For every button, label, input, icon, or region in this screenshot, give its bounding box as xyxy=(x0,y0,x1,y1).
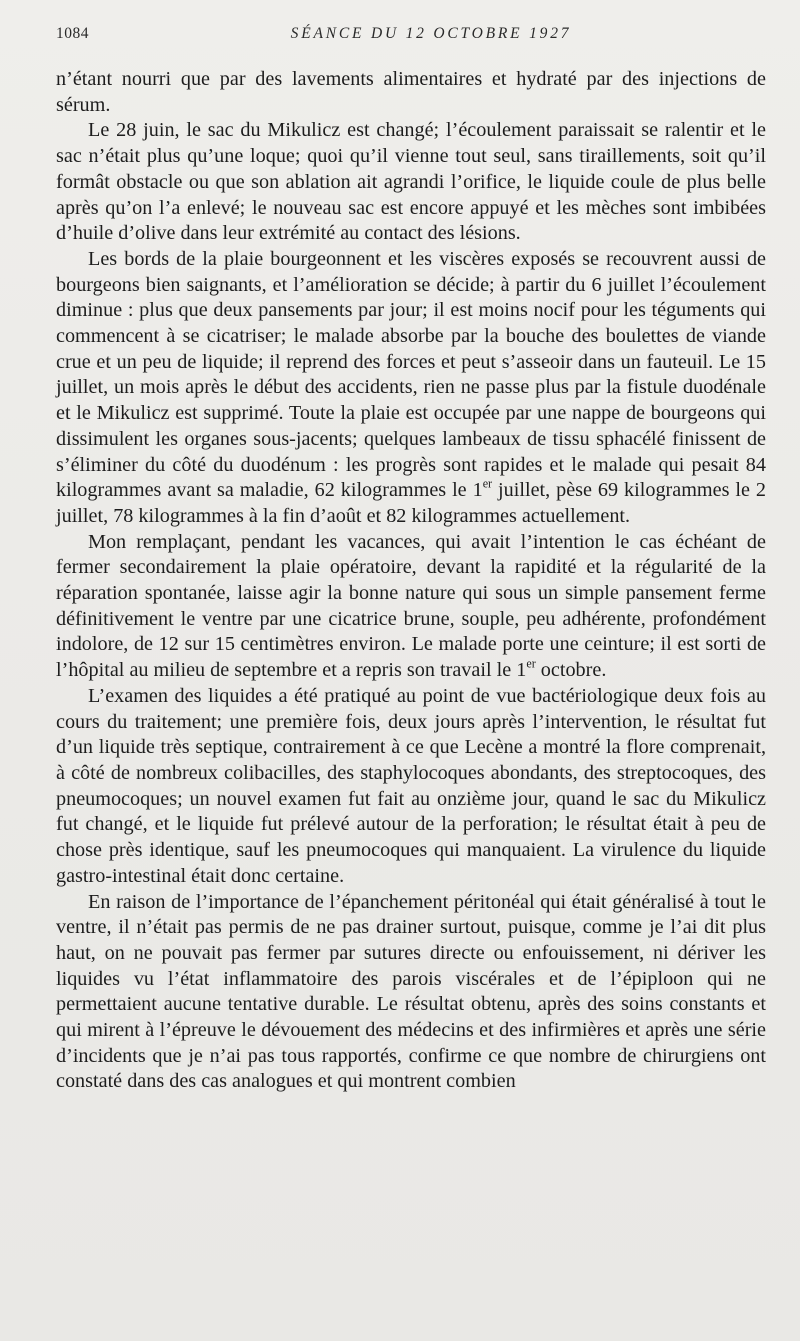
body-text xyxy=(56,67,766,1095)
paragraph-text: Les bords de la plaie bourgeonnent et les viscères exposés se recouvrent aussi de bourgeons bien saignants, et l’amélioration se décide; à partir du 6 juillet l’écoulement diminue : plus que deux pansements par jour; il est moins nocif pour les téguments qui commencent à se cicatriser; le malade absorbe par la bouche des boulettes de viande crue et un peu de liquide; il reprend des forces et peut s’asseoir dans un fauteuil. Le 15 juillet, un mois après le début des accidents, rien ne passe plus par la fistule duodénale et le Mikulicz est supprimé. Toute la plaie est occupée par une nappe de bourgeons qui dissimulent les organes sous-jacents; quelques lambeaux de tissu sphacélé finissent de s’éliminer du côté du duodénum : les progrès sont rapides et le malade qui pesait 84 kilogrammes avant sa maladie, 62 kilogrammes le 1 xyxy=(56,247,766,502)
paragraph-text: Mon remplaçant, pendant les vacances, qui avait l’intention le cas échéant de fermer secondairement la plaie opératoire, devant la rapidité et la régularité de la réparation spontanée, laisse agir la bonne nature qui sous un simple pansement ferme définitivement le ventre par une cicatrice brune, souple, peu adhérente, profondément indolore, de 12 sur 15 centimètres environ. Le malade porte une ceinture; il est sorti de l’hôpital au milieu de septembre et a repris son travail le 1 xyxy=(56,530,766,682)
paragraph xyxy=(56,530,766,684)
superscript-text: er xyxy=(482,476,493,491)
page-number: 1084 xyxy=(56,25,89,42)
page-header xyxy=(56,24,766,44)
paragraph-text: octobre. xyxy=(535,659,607,682)
paragraph-text: juillet, pèse 69 kilogrammes le 2 juillet, 78 kilogrammes à la fin d’août et 82 kilogrammes actuellement. xyxy=(56,479,766,527)
paragraph xyxy=(56,247,766,530)
paragraph-text: Le 28 juin, le sac du Mikulicz est changé; l’écoulement paraissait se ralentir et le sac n’était plus qu’une loque; quoi qu’il vienne tout seul, sans tiraillements, soit qu’il formât obstacle ou que son ablation ait agrandi l’orifice, le liquide coule de plus belle après qu’on l’a enlevé; le nouveau sac est encore appuyé et les mèches sont imbibées d’huile d’olive dans leur extrémité au contact des lésions. xyxy=(56,119,766,245)
paragraph xyxy=(56,684,766,890)
running-title: SÉANCE DU 12 OCTOBRE 1927 xyxy=(290,25,572,42)
paragraph xyxy=(56,118,766,247)
paragraph xyxy=(56,890,766,1096)
paragraph xyxy=(56,67,766,118)
paragraph-text: L’examen des liquides a été pratiqué au point de vue bactériologique deux fois au cours du traitement; une première fois, deux jours après l’intervention, le résultat fut d’un liquide très septique, contrairement à ce que Lecène a montré la flore comprenait, à côté de nombreux colibacilles, des staphylocoques abondants, des streptocoques, des pneumocoques; un nouvel examen fut fait au onzième jour, quand le sac du Mikulicz fut changé, et le liquide fut prélevé autour de la perforation; le résultat était à peu de chose près identique, sauf les pneumocoques qui manquaient. La virulence du liquide gastro-intestinal était donc certaine. xyxy=(56,684,766,887)
paragraph-text: n’étant nourri que par des lavements alimentaires et hydraté par des injections de sérum. xyxy=(56,68,766,116)
superscript-text: er xyxy=(526,656,536,671)
paragraph-text: En raison de l’importance de l’épanchement péritonéal qui était généralisé à tout le ventre, il n’était pas permis de ne pas drainer surtout, puisque, comme je l’ai dit plus haut, on ne pouvait pas fermer par sutures directe ou enfouissement, ni dériver les liquides vu l’état inflammatoire des parois viscérales et de l’épiploon qui ne permettaient aucune tentative durable. Le résultat obtenu, après des soins constants et qui mirent à l’épreuve le dévouement des médecins et des infirmières et après une série d’incidents que je n’ai pas tous rapportés, confirme ce que nombre de chirurgiens ont constaté dans des cas analogues et qui montrent combien xyxy=(56,890,766,1093)
